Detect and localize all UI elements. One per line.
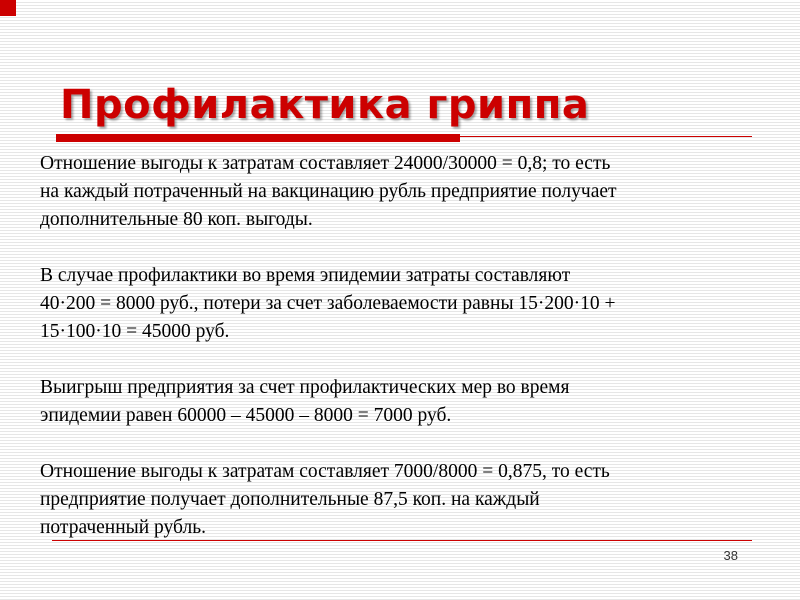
title-underline-thin bbox=[460, 136, 752, 137]
slide-body bbox=[40, 150, 760, 542]
title-underline-thick bbox=[56, 134, 460, 142]
paragraph-benefit-cost-ratio-vaccination: Отношение выгоды к затратам составляет 24000/30000 = 0,8; то есть на каждый потраченный на вакцинацию рубль предприятие получает дополнительные 80 коп. выгоды. bbox=[40, 153, 617, 230]
paragraph-enterprise-gain: Выигрыш предприятия за счет профилактических мер во время эпидемии равен 60000 – 45000 – 8000 = 7000 руб. bbox=[40, 377, 570, 426]
paragraph-epidemic-costs: В случае профилактики во время эпидемии затраты составляют 40·200 = 8000 руб., потери за счет заболеваемости равны 15·200·10 + 15·100·10 = 45000 руб. bbox=[40, 265, 616, 342]
footer-divider bbox=[52, 540, 752, 541]
paragraph-benefit-cost-ratio-epidemic: Отношение выгоды к затратам составляет 7000/8000 = 0,875, то есть предприятие получает дополнительные 87,5 коп. на каждый потраченный рубль. bbox=[40, 461, 610, 538]
slide-title: Профилактика гриппа bbox=[60, 82, 590, 128]
corner-accent-block bbox=[0, 0, 16, 16]
page-number: 38 bbox=[723, 548, 738, 563]
